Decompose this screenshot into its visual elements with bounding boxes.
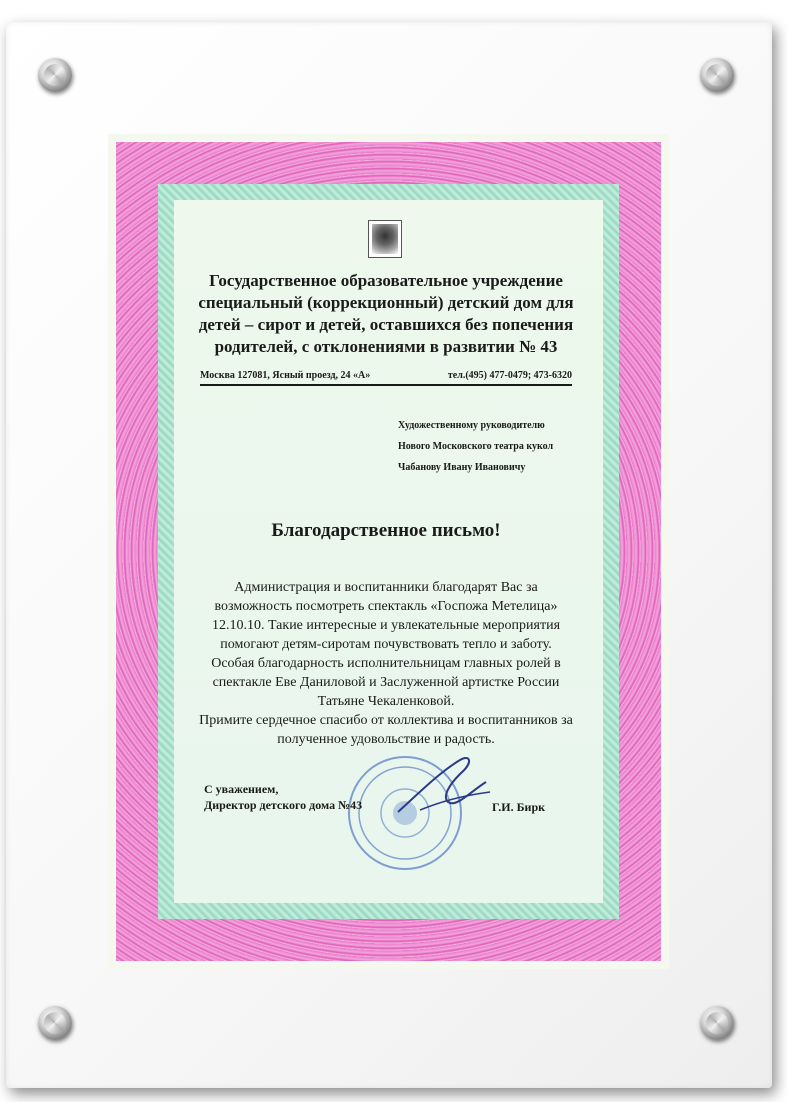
recipient-line: Нового Московского театра кукол xyxy=(398,441,554,452)
organization-header xyxy=(190,270,582,358)
organization-line: Государственное образовательное учреждение xyxy=(209,271,563,290)
contact-line xyxy=(200,370,572,381)
body-line: Примите сердечное спасибо от коллектива и воспитанников за xyxy=(199,713,573,728)
body-line: спектакле Еве Даниловой и Заслуженной артистке России xyxy=(212,675,560,690)
letter-title: Благодарственное письмо! xyxy=(271,520,501,541)
letter-body xyxy=(190,578,582,749)
organization-line: родителей, с отклонениями в развитии № 43 xyxy=(214,337,558,356)
organization-line: детей – сирот и детей, оставшихся без попечения xyxy=(198,315,574,334)
body-line: Татьяне Чекаленковой. xyxy=(317,694,455,709)
screw-icon xyxy=(38,1006,72,1040)
screw-icon xyxy=(700,58,734,92)
recipient-line: Чабанову Ивану Ивановичу xyxy=(398,462,526,473)
signer-name: Г.И. Бирк xyxy=(492,800,546,814)
body-line: возможность посмотреть спектакль «Госпожа Метелица» xyxy=(214,599,558,614)
address: Москва 127081, Ясный проезд, 24 «А» xyxy=(200,370,371,381)
phone: тел.(495) 477-0479; 473-6320 xyxy=(447,370,572,381)
body-line: 12.10.10. Такие интересные и увлекательные мероприятия xyxy=(211,618,561,633)
organization-line: специальный (коррекционный) детский дом для xyxy=(198,293,574,312)
body-line: полученное удовольствие и радость. xyxy=(277,732,495,747)
moscow-emblem-icon xyxy=(368,220,402,258)
body-line: помогают детям-сиротам почувствовать тепло и заботу. xyxy=(220,637,552,652)
screw-icon xyxy=(38,58,72,92)
closing: С уважением, xyxy=(204,782,279,796)
screw-icon xyxy=(700,1006,734,1040)
body-line: Администрация и воспитанники благодарят Вас за xyxy=(234,580,538,595)
body-line: Особая благодарность исполнительницам главных ролей в xyxy=(211,656,561,671)
header-divider xyxy=(200,384,572,386)
recipient-line: Художественному руководителю xyxy=(398,420,545,431)
handwritten-signature xyxy=(390,752,500,822)
signer-title: Директор детского дома №43 xyxy=(204,798,363,812)
